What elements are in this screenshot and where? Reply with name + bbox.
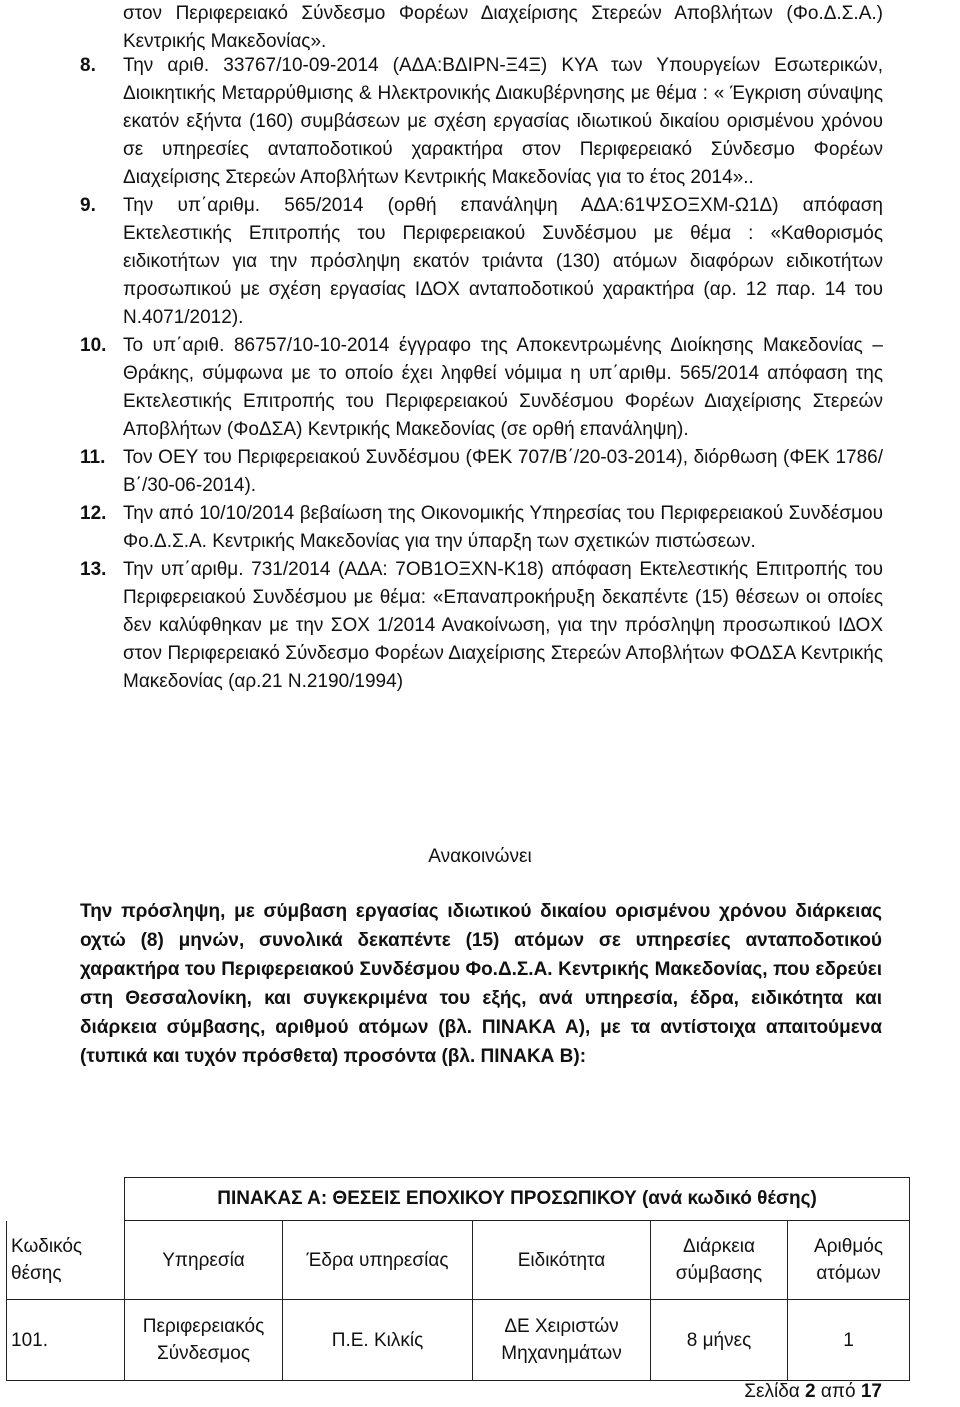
list-item-number: 9. xyxy=(80,195,96,216)
table-header-cell: Διάρκεια σύμβασης xyxy=(651,1221,788,1300)
list-item xyxy=(80,192,883,332)
continuation-text: στον Περιφερειακό Σύνδεσμο Φορέων Διαχείρισης Στερεών Αποβλήτων (Φο.Δ.Σ.Α.) Κεντρικής Μακεδονίας». xyxy=(123,3,883,52)
continuation-paragraph xyxy=(123,0,883,56)
footer-prefix: Σελίδα xyxy=(744,1381,800,1402)
table-cell-duration: 8 μήνες xyxy=(651,1300,788,1381)
list-item-text: Τον ΟΕΥ του Περιφερειακού Συνδέσμου (ΦΕΚ 707/Β΄/20-03-2014), διόρθωση (ΦΕΚ 1786/Β΄/30-06-2014). xyxy=(123,447,883,496)
table-header-cell: Αριθμός ατόμων xyxy=(788,1221,910,1300)
table-cell-location: Π.Ε. Κιλκίς xyxy=(283,1300,473,1381)
table-header-cell: Έδρα υπηρεσίας xyxy=(283,1221,473,1300)
table-header-cell: Υπηρεσία xyxy=(125,1221,283,1300)
list-item xyxy=(80,52,883,192)
footer-page-number: 2 xyxy=(805,1381,816,1402)
list-item xyxy=(80,444,883,500)
footer-middle: από xyxy=(820,1381,856,1402)
table-header-cell: Ειδικότητα xyxy=(473,1221,651,1300)
positions-table xyxy=(6,1177,910,1381)
table-caption: ΠΙΝΑΚΑΣ Α: ΘΕΣΕΙΣ ΕΠΟΧΙΚΟΥ ΠΡΟΣΩΠΙΚΟΥ (ανά κωδικό θέσης) xyxy=(125,1178,910,1221)
list-item-text: Την αριθ. 33767/10-09-2014 (ΑΔΑ:ΒΔΙΡΝ-Ξ4Ξ) ΚΥΑ των Υπουργείων Εσωτερικών, Διοικητικής Μεταρρύθμισης & Ηλεκτρονικής Διακυβέρνησης με θέμα : « Έγκριση σύναψης εκατόν εξήντα (160) συμβάσεων με σχέση εργασίας ιδιωτικού δικαίου ορισμένου χρόνου σε υπηρεσίες ανταποδοτικού χαρακτήρα στον Περιφερειακό Σύνδεσμο Φορέων Διαχείρισης Στερεών Αποβλήτων Κεντρικής Μακεδονίας για το έτος 2014».. xyxy=(123,55,883,188)
list-item-number: 12. xyxy=(80,503,107,524)
list-item-text: Την υπ΄αριθμ. 565/2014 (ορθή επανάληψη ΑΔΑ:61ΨΣΟΞΧΜ-Ω1Δ) απόφαση Εκτελεστικής Επιτροπής του Περιφερειακού Συνδέσμου με θέμα : «Καθορισμός ειδικοτήτων για την πρόσληψη εκατόν τριάντα (130) ατόμων διαφόρων ειδικοτήτων προσωπικού με σχέση εργασίας ΙΔΟΧ ανταποδοτικού χαρακτήρα (αρ. 12 παρ. 14 του Ν.4071/2012). xyxy=(123,195,883,328)
list-item-number: 8. xyxy=(80,55,96,76)
list-item xyxy=(80,332,883,444)
list-item-number: 13. xyxy=(80,559,107,580)
announcement-intro: Την πρόσληψη, με σύμβαση εργασίας ιδιωτικού δικαίου ορισμένου χρόνου διάρκειας οχτώ (8) μηνών, συνολικά δεκαπέντε (15) ατόμων σε υπηρεσίες ανταποδοτικού χαρακτήρα του Περιφερειακού Συνδέσμου Φο.Δ.Σ.Α. Κεντρικής Μακεδονίας, που εδρεύει στη Θεσσαλονίκη, και συγκεκριμένα του εξής, ανά υπηρεσία, έδρα, ειδικότητα και διάρκεια σύμβασης, αριθμού ατόμων (βλ. ΠΙΝΑΚΑ Α), με τα αντίστοιχα απαιτούμενα (τυπικά και τυχόν πρόσθετα) προσόντα (βλ. ΠΙΝΑΚΑ Β): xyxy=(80,901,882,1067)
list-item-text: Το υπ΄αριθ. 86757/10-10-2014 έγγραφο της Αποκεντρωμένης Διοίκησης Μακεδονίας – Θράκης, σύμφωνα με το οποίο έχει ληφθεί νόμιμα η υπ΄αριθμ. 565/2014 απόφαση της Εκτελεστικής Επιτροπής του Περιφερειακού Συνδέσμου Φορέων Διαχείρισης Στερεών Αποβλήτων (ΦοΔΣΑ) Κεντρικής Μακεδονίας (σε ορθή επανάληψη). xyxy=(123,335,883,440)
table-cell-count: 1 xyxy=(788,1300,910,1381)
table-cell-code: 101. xyxy=(7,1300,125,1381)
list-item-number: 11. xyxy=(80,447,106,468)
table-cell-service: Περιφερειακός Σύνδεσμος xyxy=(125,1300,283,1381)
list-item-number: 10. xyxy=(80,335,107,356)
list-item xyxy=(80,500,883,556)
footer-page-total: 17 xyxy=(860,1381,882,1402)
table-cell-specialty: ΔΕ Χειριστών Μηχανημάτων xyxy=(473,1300,651,1381)
table-row xyxy=(7,1300,910,1381)
list-item xyxy=(80,556,883,696)
list-item-text: Την από 10/10/2014 βεβαίωση της Οικονομικής Υπηρεσίας του Περιφερειακού Συνδέσμου Φο.Δ.Σ.Α. Κεντρικής Μακεδονίας για την ύπαρξη των σχετικών πιστώσεων. xyxy=(123,503,883,552)
table-header-row xyxy=(7,1221,910,1300)
page-footer xyxy=(744,1380,882,1404)
list-item-text: Την υπ΄αριθμ. 731/2014 (ΑΔΑ: 7ΟΒ1ΟΞΧΝ-Κ18) απόφαση Εκτελεστικής Επιτροπής του Περιφερειακού Συνδέσμου με θέμα: «Επαναπροκήρυξη δεκαπέντε (15) θέσεων οι οποίες δεν καλύφθηκαν με την ΣΟΧ 1/2014 Ανακοίνωση, για την πρόσληψη προσωπικού ΙΔΟΧ στον Περιφερειακό Σύνδεσμο Φορέων Διαχείρισης Στερεών Αποβλήτων ΦΟΔΣΑ Κεντρικής Μακεδονίας (αρ.21 Ν.2190/1994) xyxy=(123,559,883,692)
announcement-heading: Ανακοινώνει xyxy=(428,846,532,867)
table-header-cell: Κωδικός θέσης xyxy=(7,1221,125,1300)
numbered-list xyxy=(80,52,883,696)
